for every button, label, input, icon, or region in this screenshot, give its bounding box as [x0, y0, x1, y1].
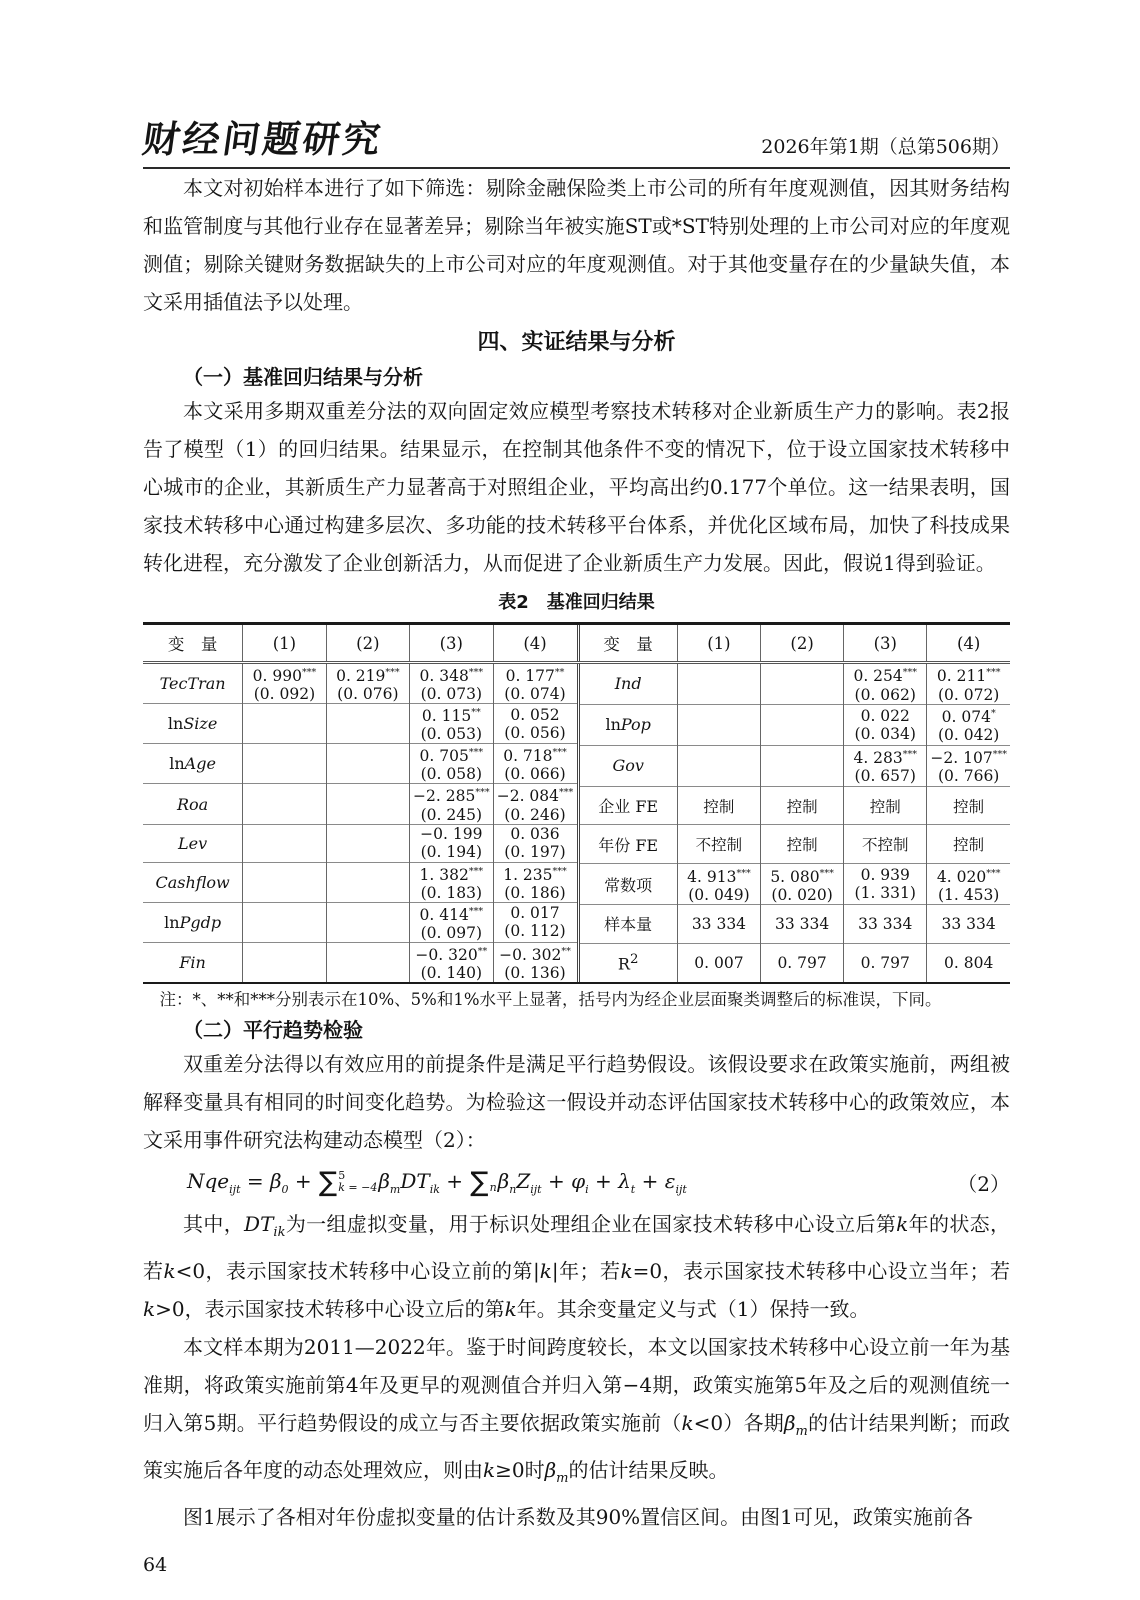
row-label: lnSize [143, 704, 243, 744]
table-cell [326, 824, 409, 862]
table-row [143, 704, 577, 744]
table-cell: −0. 199 (0. 194) [410, 824, 493, 862]
row-label: $R^2$ [578, 943, 677, 982]
table-cell: 控制 [761, 825, 844, 864]
sum-operator: ∑ 5 k = −4 [319, 1166, 378, 1198]
table-row [578, 704, 1010, 745]
table-cell: 33 334 [844, 905, 927, 944]
table-row [143, 663, 577, 704]
table-cell: 控制 [844, 786, 927, 825]
table-cell: 控制 [927, 786, 1010, 825]
table-cell: 控制 [927, 825, 1010, 864]
table-cell: 控制 [677, 786, 760, 825]
column-header: (3) [410, 625, 493, 663]
row-label: 企业 FE [578, 786, 677, 825]
table-cell: 33 334 [927, 905, 1010, 944]
column-header: (1) [243, 625, 326, 663]
table-cell [761, 663, 844, 705]
table-cell: 0. 115** (0. 053) [410, 704, 493, 744]
table-cell: 0. 804 [927, 943, 1010, 982]
sum-operator: ∑ n [470, 1166, 497, 1198]
equation-number: （2） [957, 1171, 1010, 1196]
table-cell: 33 334 [761, 905, 844, 944]
table-cell: 4. 913*** (0. 049) [677, 864, 760, 905]
row-label: Fin [143, 942, 243, 982]
paragraph-dummy-definition: 其中，$DT_{ik}$为一组虚拟变量，用于标识处理组企业在国家技术转移中心设立后第k年的状态，若k<0，表示国家技术转移中心设立前的第|k|年；若k=0，表示国家技术转移中心设立当年；若k>0，表示国家技术转移中心设立后的第k年。其余变量定义与式（1）保持一致。 [143, 1212, 1011, 1322]
column-header: 变 量 [578, 625, 677, 663]
table-cell [761, 745, 844, 786]
table-row [578, 745, 1010, 786]
table-row [143, 862, 577, 902]
column-header: (1) [677, 625, 760, 663]
table-cell [243, 902, 326, 942]
table-cell: 1. 382*** (0. 183) [410, 862, 493, 902]
page-number: 64 [143, 1554, 168, 1577]
table-cell: 5. 080*** (0. 020) [761, 864, 844, 905]
table-row [143, 902, 577, 942]
table-row [143, 744, 577, 784]
table-cell: 1. 235*** (0. 186) [493, 862, 576, 902]
table-cell [677, 704, 760, 745]
table-cell: 0. 939 (1. 331) [844, 864, 927, 905]
table-row [143, 942, 577, 982]
column-header: (4) [493, 625, 576, 663]
table-cell [761, 704, 844, 745]
subsection-title-1: （一）基准回归结果与分析 [183, 365, 423, 389]
table-cell [243, 942, 326, 982]
row-label: 年份 FE [578, 825, 677, 864]
table-cell [326, 704, 409, 744]
masthead [139, 117, 1010, 169]
row-label: lnAge [143, 744, 243, 784]
table-cell: 33 334 [677, 905, 760, 944]
table-cell [326, 902, 409, 942]
table-cell [243, 862, 326, 902]
table-cell: 不控制 [677, 825, 760, 864]
regression-table-right [577, 625, 1011, 982]
column-header: (2) [326, 625, 409, 663]
table-cell: −2. 285*** (0. 245) [410, 784, 493, 824]
table-row [578, 825, 1010, 864]
table-cell: 0. 254*** (0. 062) [844, 663, 927, 705]
equation-2 [143, 1159, 1010, 1205]
paragraph-sample-screening: 本文对初始样本进行了如下筛选：剔除金融保险类上市公司的所有年度观测值，因其财务结构和监管制度与其他行业存在显著差异；剔除当年被实施ST或*ST特别处理的上市公司对应的年度观测值；剔除关键财务数据缺失的上市公司对应的年度观测值。对于其他变量存在的少量缺失值，本文采用插值法予以处理。 [143, 176, 1010, 314]
row-label: Gov [578, 745, 677, 786]
table-cell [243, 784, 326, 824]
table-cell: −0. 320** (0. 140) [410, 942, 493, 982]
paragraph-sample-period: 本文样本期为2011—2022年。鉴于时间跨度较长，本文以国家技术转移中心设立前一年为基准期，将政策实施前第4年及更早的观测值合并归入第−4期，政策实施第5年及之后的观测值统一归入第5期。平行趋势假设的成立与否主要依据政策实施前（k<0）各期$\beta_m$的估计结果判断；而政策实施后各年度的动态处理效应，则由k≥0时$\beta_m$的估计结果反映。 [143, 1335, 1010, 1487]
paragraph-figure1-intro: 图1展示了各相对年份虚拟变量的估计系数及其90%置信区间。由图1可见，政策实施前各 [183, 1505, 973, 1530]
table-cell: −0. 302** (0. 136) [493, 942, 576, 982]
table-cell: 0. 718*** (0. 066) [493, 744, 576, 784]
issue-info: 2026年第1期（总第506期） [761, 136, 1010, 158]
table-cell: 4. 020*** (1. 453) [927, 864, 1010, 905]
regression-table [143, 622, 1010, 984]
table-row [578, 905, 1010, 944]
table-cell: −2. 107*** (0. 766) [927, 745, 1010, 786]
table-cell: 0. 797 [761, 943, 844, 982]
table-cell: 控制 [761, 786, 844, 825]
equation-expression: $Nqe_{ijt} = \beta_0$ + ∑ 5 k = −4 $\beta_mDT_{ik}$ + ∑ n $\beta_nZ_{ijt} + \varphi_i + \lambda_t + \varepsilon_{ijt}$ [187, 1166, 687, 1198]
row-label: Cashflow [143, 862, 243, 902]
table-cell: 0. 414*** (0. 097) [410, 902, 493, 942]
table-cell [243, 704, 326, 744]
section-title: 四、实证结果与分析 [477, 330, 676, 355]
paragraph-baseline-results: 本文采用多期双重差分法的双向固定效应模型考察技术转移对企业新质生产力的影响。表2报告了模型（1）的回归结果。结果显示，在控制其他条件不变的情况下，位于设立国家技术转移中心城市的企业，其新质生产力显著高于对照组企业，平均高出约0.177个单位。这一结果表明，国家技术转移中心通过构建多层次、多功能的技术转移平台体系，并优化区域布局，加快了科技成果转化进程，充分激发了企业创新活力，从而促进了企业新质生产力发展。因此，假说1得到验证。 [143, 399, 1010, 575]
subsection-title-2: （二）平行趋势检验 [183, 1018, 363, 1043]
table-cell [243, 824, 326, 862]
table-row [578, 663, 1010, 705]
table-cell [677, 745, 760, 786]
table-cell: 0. 177** (0. 074) [493, 663, 576, 704]
table-cell: 0. 705*** (0. 058) [410, 744, 493, 784]
row-label: Roa [143, 784, 243, 824]
row-label: Lev [143, 824, 243, 862]
table-cell: 0. 219*** (0. 076) [326, 663, 409, 704]
table-cell: 0. 211*** (0. 072) [927, 663, 1010, 705]
table-cell [326, 942, 409, 982]
table-cell: 0. 022 (0. 034) [844, 704, 927, 745]
table-header-row [143, 625, 577, 663]
column-header: (2) [761, 625, 844, 663]
table-cell: −2. 084*** (0. 246) [493, 784, 576, 824]
table-caption: 表2 基准回归结果 [498, 592, 655, 613]
table-header-row [578, 625, 1010, 663]
table-cell: 0. 074* (0. 042) [927, 704, 1010, 745]
table-row [143, 784, 577, 824]
table-cell: 0. 007 [677, 943, 760, 982]
table-row [143, 824, 577, 862]
paragraph-parallel-trend: 双重差分法得以有效应用的前提条件是满足平行趋势假设。该假设要求在政策实施前，两组被解释变量具有相同的时间变化趋势。为检验这一假设并动态评估国家技术转移中心的政策效应，本文采用事件研究法构建动态模型（2）： [143, 1052, 1010, 1153]
table-cell: 0. 348*** (0. 073) [410, 663, 493, 704]
table-cell: 4. 283*** (0. 657) [844, 745, 927, 786]
regression-table-left [143, 625, 577, 982]
table-cell: 不控制 [844, 825, 927, 864]
row-label: 样本量 [578, 905, 677, 944]
table-cell [243, 744, 326, 784]
column-header: (4) [927, 625, 1010, 663]
row-label: Ind [614, 674, 642, 694]
table-row [578, 864, 1010, 905]
table-cell: 0. 036 (0. 197) [493, 824, 576, 862]
row-label: lnPop [578, 704, 677, 745]
table-row [578, 786, 1010, 825]
column-header: (3) [844, 625, 927, 663]
row-label: TecTran [159, 674, 226, 694]
row-label: 常数项 [578, 864, 677, 905]
journal-logo: 财经问题研究 [139, 117, 387, 161]
column-header: 变 量 [143, 625, 243, 663]
table-cell [326, 784, 409, 824]
table-cell: 0. 990*** (0. 092) [243, 663, 326, 704]
table-cell: 0. 017 (0. 112) [493, 902, 576, 942]
table-cell [677, 663, 760, 705]
table-cell [326, 744, 409, 784]
table-cell: 0. 052 (0. 056) [493, 704, 576, 744]
table-cell: 0. 797 [844, 943, 927, 982]
row-label: lnPgdp [143, 902, 243, 942]
table-note: 注：*、**和***分别表示在10%、5%和1%水平上显著，括号内为经企业层面聚类调整后的标准误，下同。 [159, 990, 942, 1010]
table-row [578, 943, 1010, 982]
table-cell [326, 862, 409, 902]
